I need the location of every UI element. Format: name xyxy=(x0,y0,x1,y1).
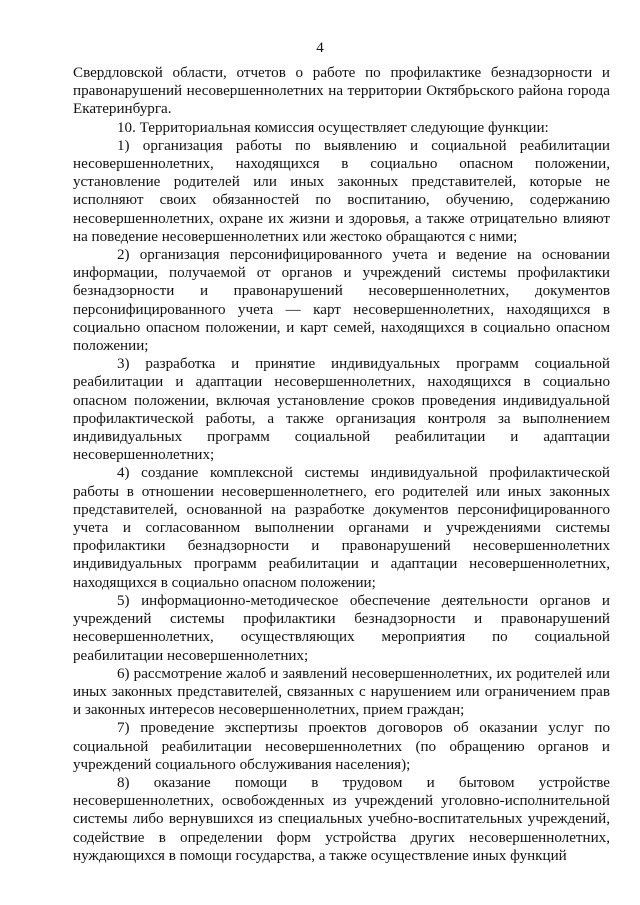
paragraph-section-10: 10. Территориальная комиссия осуществляет следующие функции: xyxy=(117,119,549,136)
paragraph-continuation: Свердловской области, отчетов о работе по профилактике безнадзорности и правонарушений несовершеннолетних на территории Октябрьского района города Екатеринбурга. xyxy=(73,65,610,118)
document-body xyxy=(73,64,610,865)
paragraph-item-7: 7) проведение экспертизы проектов договоров об оказании услуг по социальной реабилитации несовершеннолетних (по обращению органов и учреждений социального обслуживания населения); xyxy=(73,720,610,773)
paragraph-item-2: 2) организация персонифицированного учета и ведение на основании информации, получаемой от органов и учреждений системы профилактики безнадзорности и правонарушений несовершеннолетних, документов персонифицированного учета — карт несовершеннолетних, находящихся в социально опасном положении, и карт семей, находящихся в социально опасном положении; xyxy=(73,247,610,355)
paragraph-item-5: 5) информационно-методическое обеспечение деятельности органов и учреждений системы профилактики безнадзорности и правонарушений несовершеннолетних, осуществляющих мероприятия по социальной реабилитации несовершеннолетних; xyxy=(73,592,610,664)
paragraph-item-1: 1) организация работы по выявлению и социальной реабилитации несовершеннолетних, находящихся в социально опасном положении, установление родителей или иных законных представителей, которые не исполняют своих обязанностей по воспитанию, обучению, содержанию несовершеннолетних, охране их жизни и здоровья, а также отрицательно влияют на поведение несовершеннолетних или жестоко обращаются с ними; xyxy=(73,137,610,245)
paragraph-item-4: 4) создание комплексной системы индивидуальной профилактической работы в отношении несовершеннолетнего, его родителей или иных законных представителей, основанной на разработке документов персонифицированного учета и согласованном выполнении органами и учреждениями системы профилактики безнадзорности и правонарушений несовершеннолетних индивидуальных программ реабилитации и адаптации несовершеннолетних, находящихся в социально опасном положении; xyxy=(73,465,610,591)
paragraph-item-6: 6) рассмотрение жалоб и заявлений несовершеннолетних, их родителей или иных законных представителей, связанных с нарушением или ограничением прав и законных интересов несовершеннолетних, прием граждан; xyxy=(73,665,610,719)
paragraph-item-3: 3) разработка и принятие индивидуальных программ социальной реабилитации и адаптации несовершеннолетних, находящихся в социально опасном положении, включая установление сроков проведения индивидуальной профилактической работы, а также организация контроля за выполнением индивидуальных программ социальной реабилитации и адаптации несовершеннолетних; xyxy=(73,356,610,464)
paragraph-item-8: 8) оказание помощи в трудовом и бытовом устройстве несовершеннолетних, освобожденных из учреждений уголовно-исполнительной системы либо вернувшихся из специальных учебно-воспитательных учреждений, содействие в определении форм устройства других несовершеннолетних, нуждающихся в помощи государства, а также осуществление иных функций xyxy=(73,774,610,864)
page-number: 4 xyxy=(316,40,324,56)
